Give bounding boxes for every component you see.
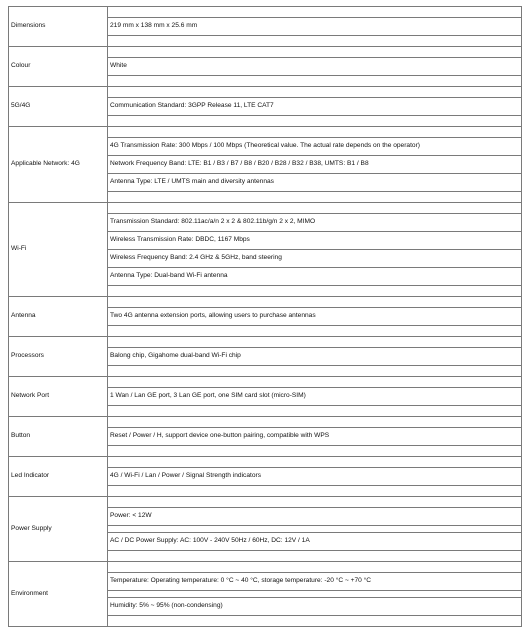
spec-label: Network Port bbox=[9, 377, 108, 417]
spec-value: 1 Wan / Lan GE port, 3 Lan GE port, one SIM card slot (micro-SIM) bbox=[108, 388, 522, 406]
spec-label: Environment bbox=[9, 562, 108, 627]
spec-sheet bbox=[8, 6, 522, 627]
spec-row-dimensions bbox=[9, 7, 522, 18]
spec-value: Network Frequency Band: LTE: B1 / B3 / B7 / B8 / B20 / B28 / B32 / B38, UMTS: B1 / B8 bbox=[108, 156, 522, 174]
spec-spacer bbox=[108, 591, 522, 598]
spec-spacer bbox=[108, 406, 522, 417]
spec-spacer bbox=[108, 616, 522, 627]
spec-spacer bbox=[108, 36, 522, 47]
spec-label: Antenna bbox=[9, 297, 108, 337]
spec-row-environment bbox=[9, 562, 522, 573]
spec-spacer bbox=[108, 497, 522, 508]
spec-row-wi-fi bbox=[9, 203, 522, 214]
spec-spacer bbox=[108, 366, 522, 377]
spec-value: Reset / Power / H, support device one-button pairing, compatible with WPS bbox=[108, 428, 522, 446]
spec-spacer bbox=[108, 76, 522, 87]
spec-row-led-indicator bbox=[9, 457, 522, 468]
spec-spacer bbox=[108, 47, 522, 58]
spec-label: Processors bbox=[9, 337, 108, 377]
spec-spacer bbox=[108, 551, 522, 562]
spec-spacer bbox=[108, 7, 522, 18]
spec-value: 4G Transmission Rate: 300 Mbps / 100 Mbps (Theoretical value. The actual rate depends on the operator) bbox=[108, 138, 522, 156]
spec-spacer bbox=[108, 562, 522, 573]
specifications-table bbox=[8, 6, 522, 627]
spec-value: Antenna Type: Dual-band Wi-Fi antenna bbox=[108, 268, 522, 286]
spec-row-network-port bbox=[9, 377, 522, 388]
spec-label: Colour bbox=[9, 47, 108, 87]
spec-row-colour bbox=[9, 47, 522, 58]
spec-row-button bbox=[9, 417, 522, 428]
spec-value: AC / DC Power Supply: AC: 100V - 240V 50Hz / 60Hz, DC: 12V / 1A bbox=[108, 533, 522, 551]
spec-row-antenna bbox=[9, 297, 522, 308]
spec-value: 4G / Wi-Fi / Lan / Power / Signal Strength indicators bbox=[108, 468, 522, 486]
spec-spacer bbox=[108, 526, 522, 533]
spec-spacer bbox=[108, 457, 522, 468]
spec-value: Wireless Transmission Rate: DBDC, 1167 Mbps bbox=[108, 232, 522, 250]
spec-value: Transmission Standard: 802.11ac/a/n 2 x 2 & 802.11b/g/n 2 x 2, MIMO bbox=[108, 214, 522, 232]
spec-value: Power: < 12W bbox=[108, 508, 522, 526]
spec-row-5g-4g bbox=[9, 87, 522, 98]
spec-spacer bbox=[108, 286, 522, 297]
spec-row-applicable-network-4g bbox=[9, 127, 522, 138]
spec-row-power-supply bbox=[9, 497, 522, 508]
spec-label: Dimensions bbox=[9, 7, 108, 47]
spec-value: 219 mm x 138 mm x 25.6 mm bbox=[108, 18, 522, 36]
spec-value: Temperature: Operating temperature: 0 °C ~ 40 °C, storage temperature: -20 °C ~ +70 °C bbox=[108, 573, 522, 591]
spec-label: Button bbox=[9, 417, 108, 457]
spec-label: Led Indicator bbox=[9, 457, 108, 497]
spec-spacer bbox=[108, 417, 522, 428]
spec-spacer bbox=[108, 377, 522, 388]
spec-spacer bbox=[108, 297, 522, 308]
spec-spacer bbox=[108, 203, 522, 214]
spec-spacer bbox=[108, 486, 522, 497]
spec-value: Wireless Frequency Band: 2.4 GHz & 5GHz, band steering bbox=[108, 250, 522, 268]
spec-label: Power Supply bbox=[9, 497, 108, 562]
spec-value: Humidity: 5% ~ 95% (non-condensing) bbox=[108, 598, 522, 616]
spec-value: Antenna Type: LTE / UMTS main and diversity antennas bbox=[108, 174, 522, 192]
spec-label: 5G/4G bbox=[9, 87, 108, 127]
spec-spacer bbox=[108, 326, 522, 337]
spec-spacer bbox=[108, 116, 522, 127]
spec-row-processors bbox=[9, 337, 522, 348]
spec-spacer bbox=[108, 337, 522, 348]
spec-spacer bbox=[108, 87, 522, 98]
spec-spacer bbox=[108, 192, 522, 203]
spec-spacer bbox=[108, 127, 522, 138]
spec-label: Wi-Fi bbox=[9, 203, 108, 297]
spec-value: Communication Standard: 3GPP Release 11, LTE CAT7 bbox=[108, 98, 522, 116]
spec-value: White bbox=[108, 58, 522, 76]
spec-spacer bbox=[108, 446, 522, 457]
spec-value: Balong chip, Gigahome dual-band Wi-Fi chip bbox=[108, 348, 522, 366]
spec-value: Two 4G antenna extension ports, allowing users to purchase antennas bbox=[108, 308, 522, 326]
specifications-table-body bbox=[9, 7, 522, 627]
spec-label: Applicable Network: 4G bbox=[9, 127, 108, 203]
